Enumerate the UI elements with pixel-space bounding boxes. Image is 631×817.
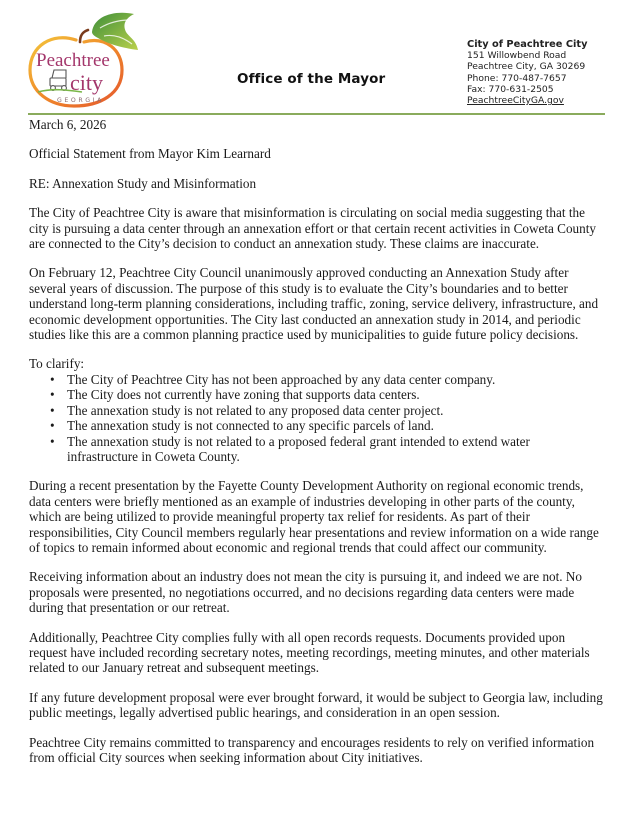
svg-text:GEORGIA: GEORGIA	[57, 97, 104, 104]
contact-block	[467, 39, 587, 106]
clarify-intro: To clarify:	[29, 356, 85, 372]
bullet-icon: •	[50, 433, 55, 449]
svg-text:city: city	[70, 70, 103, 95]
list-item: • The annexation study is not connected to any specific parcels of land.	[50, 418, 434, 434]
paragraph-study-approval: On February 12, Peachtree City Council unanimously approved conducting an Annexation Study after several years of discussion. The purpose of this study is to evaluate the City’s boundaries and to better understand long-term planning considerations, including traffic, zoning, service delivery, infrastructure, and economic development opportunities. The City last conducted an annexation study in 2014, and periodic studies like this are a common planning practice used by municipalities to guide future policy decisions.	[29, 265, 599, 343]
svg-text:Peachtree: Peachtree	[36, 50, 110, 71]
letter-body	[29, 117, 603, 779]
list-item: • The City of Peachtree City has not been approached by any data center company.	[50, 371, 496, 387]
letter-subject: RE: Annexation Study and Misinformation	[29, 175, 257, 191]
paragraph-georgia-law: If any future development proposal were ever brought forward, it would be subject to Georgia law, including public meetings, legally advertised public hearings, and consideration in an open session.	[29, 689, 603, 721]
paragraph-open-records: Additionally, Peachtree City complies fully with all open records requests. Documents provided upon request have included recording secretary notes, meeting recordings, meeting minutes, and other materials related to our January retreat and subsequent meetings.	[29, 629, 590, 676]
paragraph-misinformation: The City of Peachtree City is aware that misinformation is circulating on social media suggesting that the city is pursuing a data center through an annexation effort or that certain recent activities in Coweta County are connected to the City’s decision to conduct an annexation study. These claims are inaccurate.	[29, 205, 596, 252]
letterhead	[0, 0, 631, 116]
clarification-list	[29, 372, 603, 464]
bullet-icon: •	[50, 402, 55, 418]
list-item: • The City does not currently have zoning that supports data centers.	[50, 387, 420, 403]
list-item: • The annexation study is not related to a proposed federal grant intended to extend water infrastructure in Coweta County.	[50, 433, 530, 464]
peachtree-city-logo	[22, 6, 142, 110]
letter-from: Official Statement from Mayor Kim Learnard	[29, 146, 271, 162]
contact-fax: Fax: 770-631-2505	[467, 83, 554, 95]
bullet-icon: •	[50, 371, 55, 387]
office-title: Office of the Mayor	[237, 71, 386, 87]
contact-phone: Phone: 770-487-7657	[467, 72, 567, 84]
paragraph-development-authority: During a recent presentation by the Fayette County Development Authority on regional economic trends, data centers were briefly mentioned as an example of industries developing in other parts of the county, which are being utilized to provide meaningful property tax relief for residents. As part of their responsibilities, City Council members regularly hear presentations and review information on a wide range of topics to remain informed about economic and regional trends that could affect our community.	[29, 478, 599, 555]
contact-address-line1: 151 Willowbend Road	[467, 50, 567, 62]
paragraph-not-pursuing: Receiving information about an industry does not mean the city is pursuing it, and indeed we are not. No proposals were presented, no negotiations occurred, and no decisions regarding data centers were made during that presentation or our retreat.	[29, 569, 583, 616]
bullet-icon: •	[50, 418, 55, 434]
letter-date: March 6, 2026	[29, 117, 107, 132]
contact-org: City of Peachtree City	[467, 39, 588, 50]
contact-address-line2: Peachtree City, GA 30269	[467, 61, 586, 73]
paragraph-transparency: Peachtree City remains committed to transparency and encourages residents to rely on verified information from official City sources when seeking information about City initiatives.	[29, 734, 595, 765]
list-item: • The annexation study is not related to any proposed data center project.	[50, 402, 444, 418]
website-link[interactable]: PeachtreeCityGA.gov	[467, 95, 564, 107]
bullet-icon: •	[50, 387, 55, 403]
header-divider	[28, 113, 605, 115]
